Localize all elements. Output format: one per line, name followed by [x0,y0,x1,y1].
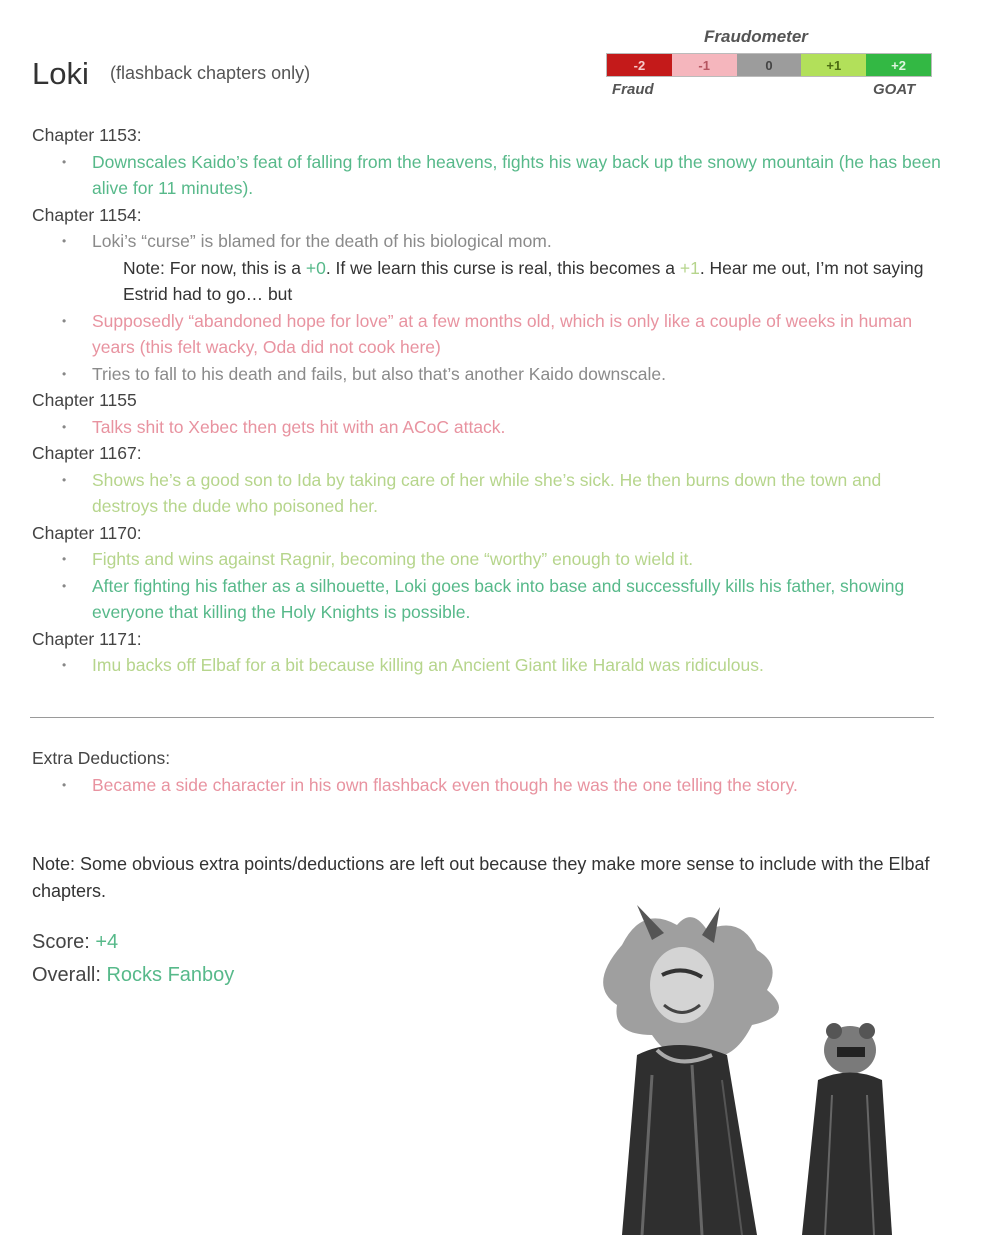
chapter-heading: Chapter 1167: [32,443,142,463]
meter-segment-plus-1: +1 [801,54,866,76]
section-divider [30,717,934,718]
score-label: Score: [32,931,90,953]
fraudometer-scale [606,53,932,77]
note-text: . Hear me out, I’m not saying Estrid had to go… but [123,257,924,304]
chapter-heading: Chapter 1153: [32,125,142,145]
list-item: • Fights and wins against Ragnir, becoming the one “worthy” enough to wield it. [32,546,944,573]
character-illustration [582,905,912,1240]
fraudometer-right-label: GOAT [873,81,916,98]
fraudometer-left-label: Fraud [612,81,654,98]
chapter-note [32,255,933,308]
chapter-items [32,149,944,202]
note-text: Note: For now, this is a [123,257,306,278]
extra-items [32,772,944,799]
chapter-items [32,228,944,255]
meter-segment-plus-2: +2 [866,54,931,76]
note-plus-value: +1 [679,257,700,278]
chapter-items [32,308,944,388]
chapter-items [32,467,944,520]
list-item: • Shows he’s a good son to Ida by taking care of her while she’s sick. He then burns down the town and destroys the dude who poisoned her. [32,467,944,520]
chapter-items [32,414,944,441]
list-item: • Imu backs off Elbaf for a bit because killing an Ancient Giant like Harald was ridiculous. [32,652,944,679]
list-item: • After fighting his father as a silhouette, Loki goes back into base and successfully kills his father, showing everyone that killing the Holy Knights is possible. [32,573,944,626]
chapter-heading: Chapter 1171: [32,628,142,649]
chapter-list [32,122,944,679]
note-text: . If we learn this curse is real, this becomes a [325,257,680,278]
chapter-heading: Chapter 1154: [32,204,142,225]
page-subtitle: (flashback chapters only) [110,63,311,83]
list-item: • Became a side character in his own flashback even though he was the one telling the story. [32,772,912,799]
list-item: • Talks shit to Xebec then gets hit with an ACoC attack. [32,414,944,441]
score-value: +4 [95,931,119,953]
chapter-items [32,652,944,679]
list-item: • Supposedly “abandoned hope for love” at a few months old, which is only like a couple of weeks in human years (this felt wacky, Oda did not cook here) [32,308,944,361]
page-title: Loki [32,56,89,91]
extra-deductions [32,745,944,798]
note-zero-value: +0 [305,257,326,278]
meter-segment-minus-2: -2 [607,54,672,76]
list-item: • Loki’s “curse” is blamed for the death of his biological mom. [32,228,944,255]
fraudometer-title: Fraudometer [704,27,808,46]
overall-value: Rocks Fanboy [106,964,235,986]
score-line [32,931,118,954]
extra-deductions-heading: Extra Deductions: [32,748,171,768]
chapter-items [32,546,944,626]
list-item: • Downscales Kaido’s feat of falling from the heavens, fights his way back up the snowy mountain (he has been alive for 11 minutes). [32,149,944,202]
meter-segment-zero: 0 [737,54,802,76]
chapter-heading: Chapter 1170: [32,522,142,543]
meter-segment-minus-1: -1 [672,54,737,76]
list-item: • Tries to fall to his death and fails, but also that’s another Kaido downscale. [32,361,944,388]
footnote: Note: Some obvious extra points/deductions are left out because they make more sense to include with the Elbaf chapters. [32,854,930,901]
overall-label: Overall: [32,964,101,986]
chapter-heading: Chapter 1155 [32,390,137,410]
overall-line [32,964,234,987]
